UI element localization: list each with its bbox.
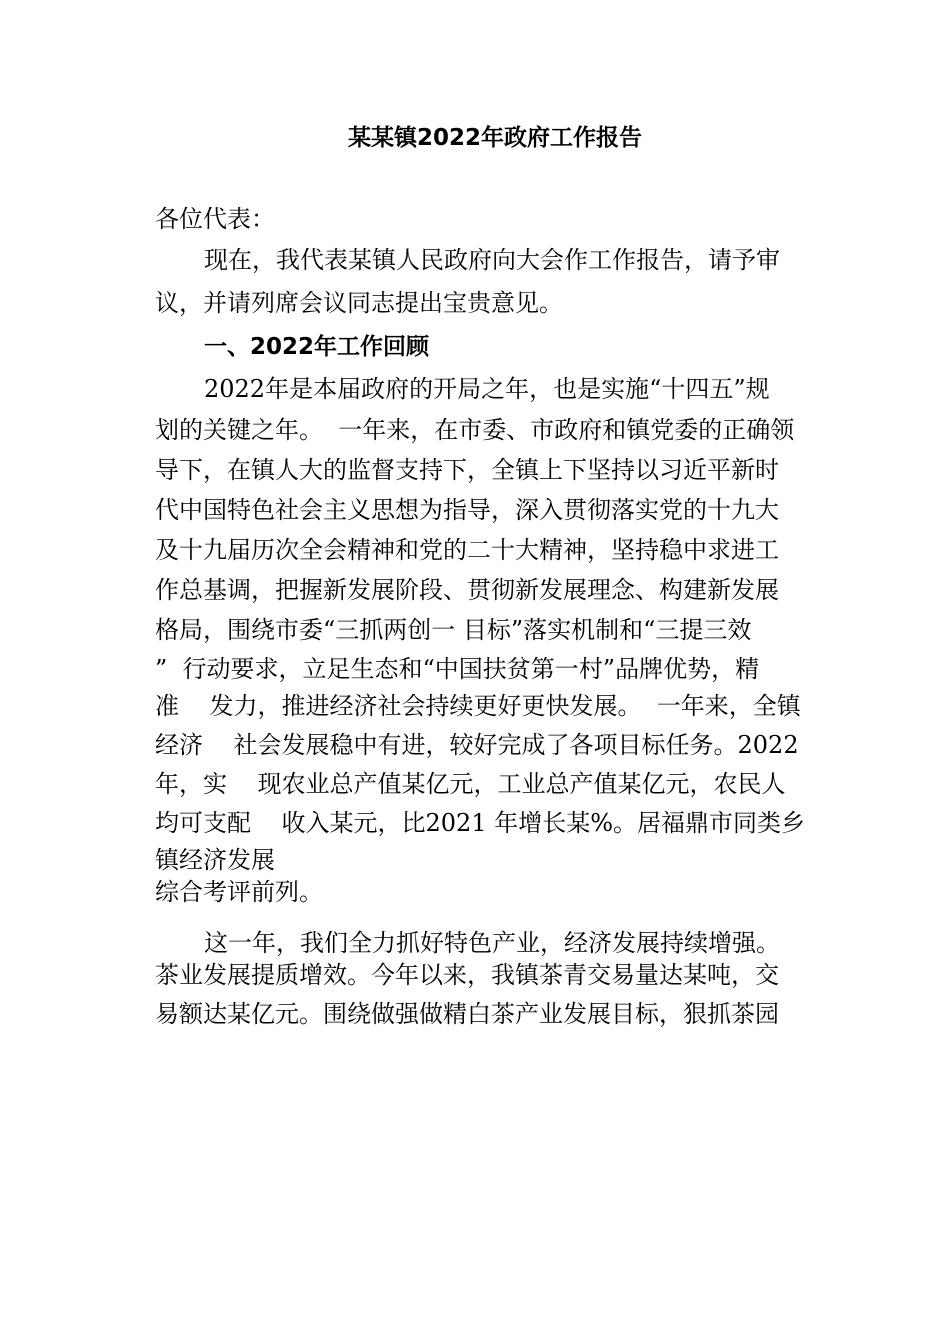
section-heading: 一、2022年工作回顾: [204, 334, 430, 360]
paragraph-line: 导下，在镇人大的监督支持下，全镇上下坚持以习近平新时: [155, 456, 779, 484]
paragraph-line: 经济 社会发展稳中有进，较好完成了各项目标任务。2022: [155, 731, 799, 759]
paragraph-line: 格局，围绕市委“三抓两创一 目标”落实机制和“三提三效: [155, 616, 752, 644]
salutation: 各位代表：: [155, 205, 275, 233]
paragraph-line: 准 发力，推进经济社会持续更好更快发展。 一年来，全镇: [155, 692, 801, 720]
document-title: 某某镇2022年政府工作报告: [347, 125, 642, 151]
paragraph-line: 均可支配 收入某元，比2021 年增长某%。居福鼎市同类乡: [155, 809, 806, 837]
paragraph-line: 年，实 现农业总产值某亿元，工业总产值某亿元，农民人: [155, 770, 786, 798]
paragraph-line: 易额达某亿元。围绕做强做精白茶产业发展目标，狠抓茶园: [155, 1000, 779, 1028]
paragraph-line: 镇经济发展: [155, 846, 275, 874]
paragraph-line: 作总基调，把握新发展阶段、贯彻新发展理念、构建新发展: [155, 576, 779, 604]
intro-line: 议，并请列席会议同志提出宝贵意见。: [155, 289, 563, 317]
paragraph-line: 这一年，我们全力抓好特色产业，经济发展持续增强。: [204, 929, 780, 957]
paragraph-line: 划的关键之年。 一年来，在市委、市政府和镇党委的正确领: [155, 416, 795, 444]
paragraph-line: 及十九届历次全会精神和党的二十大精神，坚持稳中求进工: [155, 536, 779, 564]
paragraph-line: 代中国特色社会主义思想为指导，深入贯彻落实党的十九大: [155, 496, 779, 524]
paragraph-line: 茶业发展提质增效。今年以来，我镇茶青交易量达某吨，交: [155, 961, 779, 989]
intro-line: 现在，我代表某镇人民政府向大会作工作报告，请予审: [204, 246, 780, 274]
paragraph-line: 综合考评前列。: [155, 878, 323, 906]
paragraph-line: 2022年是本届政府的开局之年，也是实施“十四五”规: [204, 375, 770, 403]
paragraph-line: ” 行动要求，立足生态和“中国扶贫第一村”品牌优势，精: [155, 655, 760, 683]
